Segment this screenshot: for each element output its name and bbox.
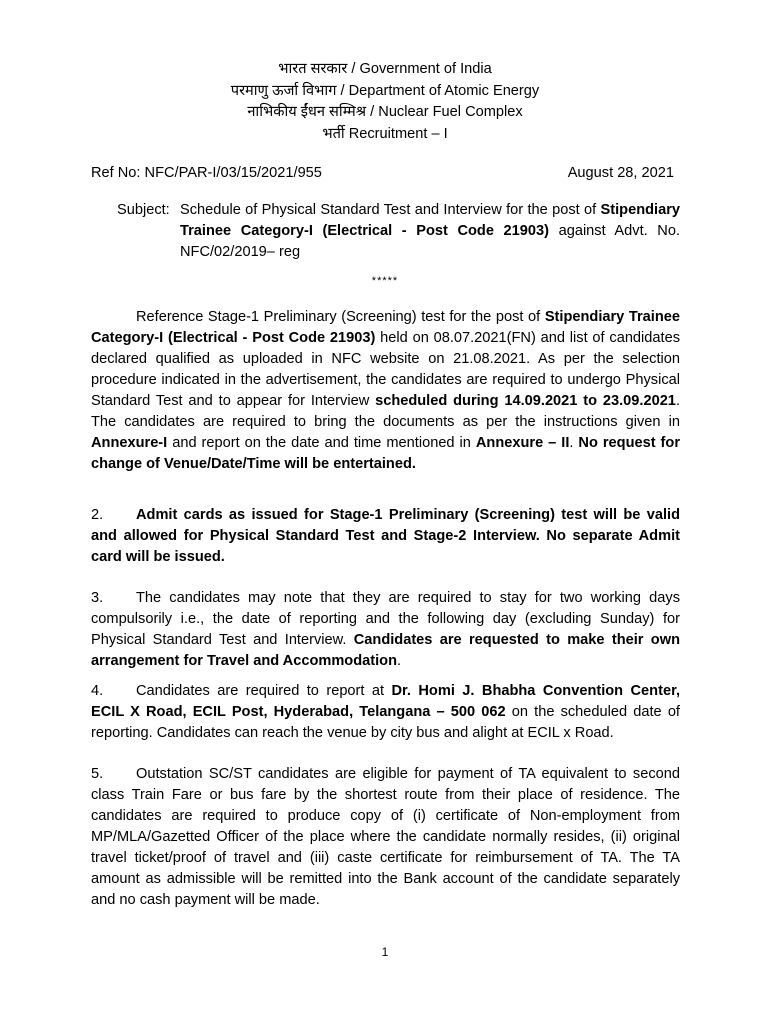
separator-stars: ***** xyxy=(371,275,399,287)
header-recruitment: भर्ती Recruitment – I xyxy=(322,125,448,142)
paragraph-number: 2. xyxy=(91,507,104,523)
text-run: on the scheduled date of reporting. Candidates can reach the venue by city bus and alight at ECIL x Road. xyxy=(91,704,680,741)
text-run: The candidates may note that they are required to stay for two working days compulsorily i.e., the date of reporting and the following day (excluding Sunday) for Physical Standard Test and Interview. xyxy=(91,590,680,648)
subject-post-name: Stipendiary Trainee Category-I (Electrical - Post Code 21903) xyxy=(180,202,680,239)
paragraph-2 xyxy=(91,505,680,568)
header-government: भारत सरकार / Government of India xyxy=(278,61,492,77)
letterhead xyxy=(0,59,770,145)
page-number: 1 xyxy=(381,945,389,959)
text-run: held on 08.07.2021(FN) and list of candidates declared qualified as uploaded in NFC website on 21.08.2021. As per the selection procedure indicated in the advertisement, the candidates are required to undergo Physical Standard Test and to appear for Interview xyxy=(91,330,680,409)
paragraph-4 xyxy=(91,681,680,744)
bold-run: Stipendiary Trainee Category-I (Electrical - Post Code 21903) xyxy=(91,309,681,346)
bold-run: Candidates are requested to make their own arrangement for Travel and Accommodation xyxy=(91,632,680,669)
header-organisation: नाभिकीय ईंधन सम्मिश्र / Nuclear Fuel Complex xyxy=(247,104,523,120)
paragraph-number: 4. xyxy=(91,683,104,699)
header-department: परमाणु ऊर्जा विभाग / Department of Atomic Energy xyxy=(230,82,540,99)
text-run: . xyxy=(569,435,579,451)
bold-run: Dr. Homi J. Bhabha Convention Center, ECIL X Road, ECIL Post, Hyderabad, Telangana – 500 062 xyxy=(91,683,680,720)
subject-label: Subject: xyxy=(117,202,170,218)
bold-run: Annexure-I xyxy=(91,435,168,451)
text-run: Reference Stage-1 Preliminary (Screening) test for the post of xyxy=(136,309,545,325)
text-run: . The candidates are required to bring the documents as per the instructions given in xyxy=(91,393,680,430)
bold-run: scheduled during 14.09.2021 to 23.09.2021 xyxy=(375,393,676,409)
paragraph-number: 5. xyxy=(91,766,104,782)
text-run: . xyxy=(397,653,402,669)
paragraph-5 xyxy=(91,764,680,911)
reference-number: Ref No: NFC/PAR-I/03/15/2021/955 xyxy=(91,165,322,181)
subject-block xyxy=(117,200,680,263)
text-run: and report on the date and time mentioned in xyxy=(167,435,476,451)
subject-text-part: against Advt. No. NFC/02/2019– reg xyxy=(180,223,680,260)
bold-run: Admit cards as issued for Stage-1 Preliminary (Screening) test will be valid and allowed for Physical Standard Test and Stage-2 Interview. No separate Admit card will be issued. xyxy=(91,507,680,565)
paragraph-1 xyxy=(91,307,680,475)
subject-text xyxy=(180,200,680,263)
text-run: Outstation SC/ST candidates are eligible for payment of TA equivalent to second class Train Fare or bus fare by the shortest route from their place of residence. The candidates are required to produce copy of (i) certificate of Non-employment from MP/MLA/Gazetted Officer of the place where the candidate normally resides, (ii) original travel ticket/proof of travel and (iii) caste certificate for reimbursement of TA. The TA amount as admissible will be remitted into the Bank account of the candidate separately and no cash payment will be made. xyxy=(91,766,680,908)
subject-text-part: Schedule of Physical Standard Test and Interview for the post of xyxy=(180,202,601,218)
paragraph-3 xyxy=(91,588,680,672)
paragraph-number: 3. xyxy=(91,590,104,606)
bold-run: No request for change of Venue/Date/Time will be entertained. xyxy=(91,435,681,472)
letter-date: August 28, 2021 xyxy=(567,165,674,181)
text-run: Candidates are required to report at xyxy=(136,683,392,699)
bold-run: Annexure – II xyxy=(475,435,570,451)
